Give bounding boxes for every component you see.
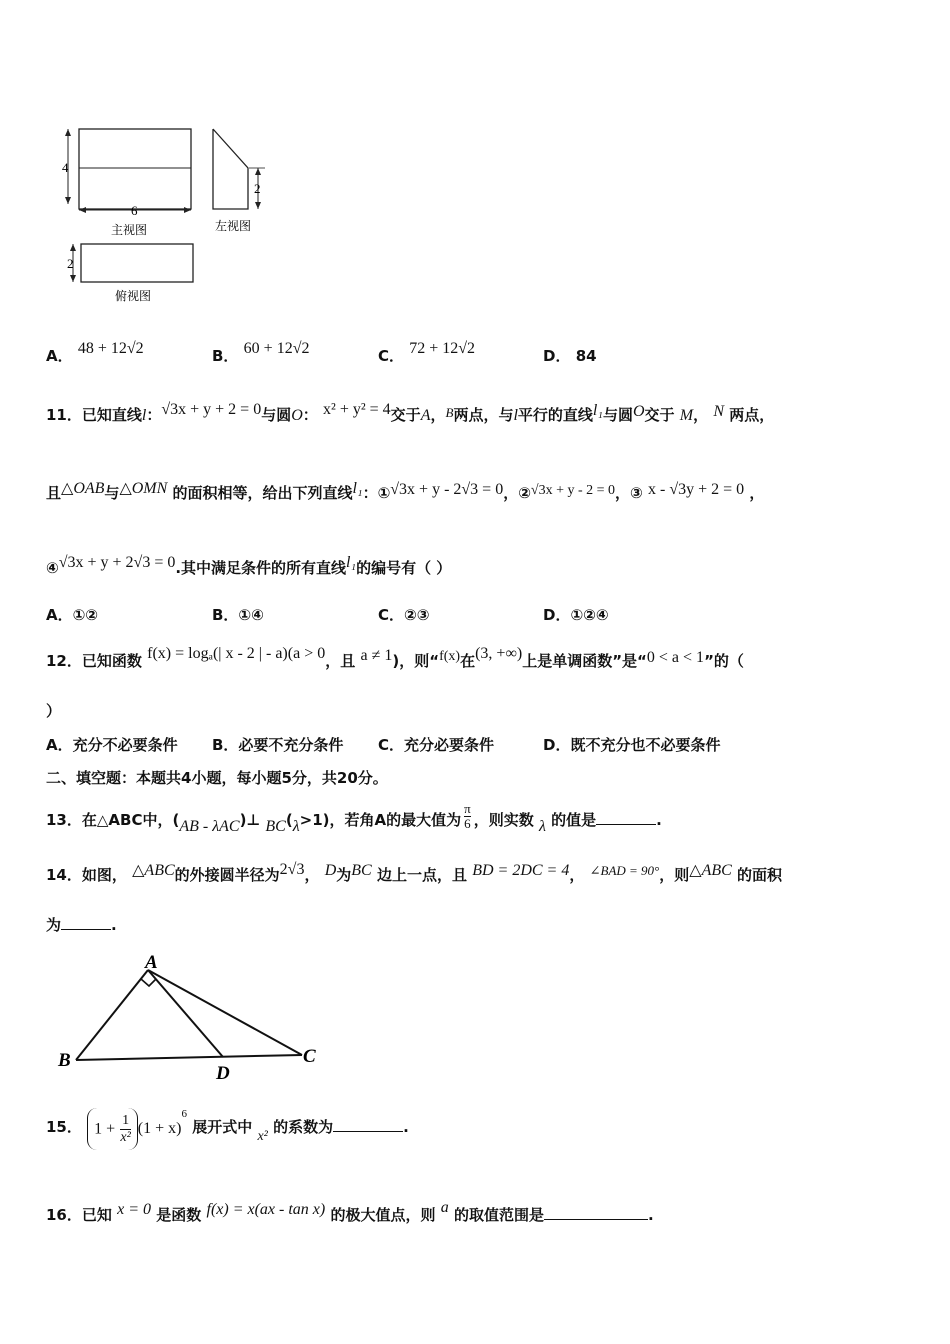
q11-text: 与 bbox=[104, 484, 120, 502]
q14-triangle: △ABC bbox=[132, 862, 175, 879]
label-b: B bbox=[58, 1050, 71, 1071]
label-c: C bbox=[303, 1046, 316, 1067]
q11-choice-3-equation: x - √3y + 2 = 0 bbox=[647, 481, 745, 498]
q12-interval: (3, +∞) bbox=[475, 645, 523, 662]
q11-math-n: N bbox=[713, 403, 725, 420]
q16-math-a: a bbox=[440, 1199, 449, 1216]
q11-line-2 bbox=[46, 482, 764, 503]
q14-text: 边上一点，且 bbox=[376, 866, 467, 884]
q12-text: ”的（ bbox=[704, 652, 744, 670]
q14-text: ， bbox=[569, 866, 585, 884]
q12-option-a: A．充分不必要条件 bbox=[46, 736, 178, 754]
front-view-label: 主视图 bbox=[111, 223, 148, 237]
q12-text: 在 bbox=[460, 652, 476, 670]
q15-text: 的系数为 bbox=[273, 1118, 334, 1136]
q12-option-d: D．既不充分也不必要条件 bbox=[543, 736, 721, 754]
q11-triangle-omn: △OMN bbox=[119, 480, 168, 497]
q12-range: 0 < a < 1 bbox=[646, 649, 705, 666]
q12-option-c: C．充分必要条件 bbox=[378, 736, 495, 754]
q12-line-1 bbox=[46, 645, 744, 671]
q13-vector-expr: AB - λAC bbox=[179, 818, 240, 835]
q11-math-l1: l₁ bbox=[352, 480, 363, 497]
q10-option-a bbox=[46, 340, 144, 366]
q14-line-1 bbox=[46, 861, 783, 885]
q11-math-l: l bbox=[513, 407, 518, 424]
q11-math-l: l bbox=[141, 407, 147, 424]
q15-fraction bbox=[120, 1113, 130, 1146]
q15-bracket-term bbox=[87, 1108, 138, 1150]
q11-text: 的面积相等，给出下列直线 bbox=[172, 484, 353, 502]
q10-option-b bbox=[212, 340, 310, 366]
q11-choice-2-equation: √3x + y - 2 = 0 bbox=[530, 483, 616, 498]
q12-text: )，则“ bbox=[392, 652, 440, 670]
q11-math-l1: l₁ bbox=[592, 402, 603, 419]
q15-expression bbox=[87, 1108, 187, 1150]
q15-answer-blank[interactable] bbox=[333, 1117, 403, 1132]
q11-text: ， bbox=[749, 484, 765, 502]
triangle-figure bbox=[50, 950, 330, 1085]
q15-text: . bbox=[403, 1118, 409, 1136]
q13-six: 6 bbox=[464, 816, 471, 831]
left-view-label: 左视图 bbox=[215, 219, 252, 233]
q13-pi: π bbox=[464, 801, 471, 816]
q14-text: 14．如图， bbox=[46, 866, 127, 884]
q15-denominator: x² bbox=[120, 1130, 131, 1145]
q11-text: ，② bbox=[503, 484, 531, 502]
q11-circle-equation: x² + y² = 4 bbox=[323, 401, 391, 418]
q11-math-o: O bbox=[632, 403, 645, 420]
q15-x-squared: x² bbox=[257, 1129, 268, 1144]
q14-line-2 bbox=[46, 914, 117, 935]
q13-lambda: λ bbox=[292, 818, 300, 835]
q11-choice-4-equation: √3x + y + 2√3 = 0 bbox=[58, 554, 176, 571]
top-view bbox=[70, 244, 193, 282]
q13-fraction bbox=[464, 802, 471, 831]
q12-fx: f(x) bbox=[439, 649, 461, 664]
q15-one-plus: 1 + bbox=[94, 1120, 116, 1138]
q11-triangle-oab: △OAB bbox=[61, 480, 105, 497]
segment-bc bbox=[76, 1055, 302, 1060]
q16-text: 的取值范围是 bbox=[453, 1206, 544, 1224]
q16-text: 的极大值点，则 bbox=[330, 1206, 436, 1224]
dim-2-left-label: 2 bbox=[254, 181, 261, 196]
q10-d-letter: D． bbox=[543, 347, 571, 365]
q11-line-equation: √3x + y + 2 = 0 bbox=[161, 401, 262, 418]
q13-text: )⊥ bbox=[239, 811, 261, 829]
q10-option-c bbox=[378, 340, 476, 366]
q11-option-d: D．①②④ bbox=[543, 606, 609, 624]
q10-c-letter: C． bbox=[378, 347, 405, 365]
q13-text: 的值是 bbox=[551, 811, 597, 829]
q14-text: ，则 bbox=[659, 866, 690, 884]
q13-vector-bc: BC bbox=[265, 818, 286, 835]
q12-function: f(x) = logₐ(| x - 2 | - a)(a > 0 bbox=[147, 645, 326, 662]
q11-text: 与圆 bbox=[602, 406, 633, 424]
q11-text: ： bbox=[302, 406, 318, 424]
q12-close-paren: ） bbox=[46, 702, 62, 720]
dim-4-label: 4 bbox=[62, 160, 69, 175]
q11-text: ， bbox=[430, 406, 446, 424]
q11-line-1 bbox=[46, 401, 775, 425]
q16-text: 16．已知 bbox=[46, 1206, 112, 1224]
q12-option-b: B．必要不充分条件 bbox=[212, 736, 344, 754]
q14-segment-bc: BC bbox=[351, 862, 372, 879]
q13-text: ，则实数 bbox=[473, 811, 534, 829]
q14-triangle: △ABC bbox=[689, 862, 732, 879]
top-view-label: 俯视图 bbox=[115, 289, 152, 303]
q10-d-expr: 84 bbox=[575, 347, 597, 365]
segment-ac bbox=[148, 970, 302, 1055]
q11-math-m: M bbox=[679, 407, 694, 424]
q11-text: 平行的直线 bbox=[517, 406, 593, 424]
dim-2-top-label: 2 bbox=[67, 256, 74, 271]
q14-text: 的面积 bbox=[737, 866, 783, 884]
q16-function: f(x) = x(ax - tan x) bbox=[206, 1201, 326, 1218]
q14-point-d: D bbox=[324, 862, 337, 879]
q11-text: ： bbox=[146, 406, 162, 424]
q15-tail bbox=[273, 1116, 409, 1137]
q14-answer-blank[interactable] bbox=[61, 915, 111, 930]
q11-line-3 bbox=[46, 554, 452, 578]
label-a: A bbox=[145, 952, 158, 973]
three-view-figure bbox=[55, 120, 285, 310]
q12-text: 上是单调函数”是“ bbox=[522, 652, 647, 670]
q10-option-d bbox=[543, 345, 597, 366]
q11-text: 两点，与 bbox=[453, 406, 514, 424]
q11-option-b: B．①④ bbox=[212, 606, 264, 624]
right-angle-mark bbox=[141, 979, 156, 986]
q14-text: 的外接圆半径为 bbox=[174, 866, 280, 884]
left-view bbox=[213, 129, 265, 209]
label-d: D bbox=[216, 1063, 230, 1084]
q15-text: 15． bbox=[46, 1118, 82, 1136]
section-heading: 二、填空题：本题共4小题，每小题5分，共20分。 bbox=[46, 769, 388, 787]
q11-text: ，③ bbox=[615, 484, 643, 502]
q14-text: ， bbox=[304, 866, 320, 884]
q15-factor: (1 + x) bbox=[137, 1120, 182, 1137]
q13-text: . bbox=[656, 811, 662, 829]
q14-radius: 2√3 bbox=[279, 861, 305, 878]
q14-text: . bbox=[111, 916, 117, 934]
q13-text: ( bbox=[285, 811, 293, 829]
q15-text: 展开式中 bbox=[192, 1118, 253, 1136]
q10-a-letter: A． bbox=[46, 347, 73, 365]
q16-x-equals-0: x = 0 bbox=[117, 1201, 152, 1218]
q13-text: 13．在△ABC中，( bbox=[46, 811, 180, 829]
q11-choice-1-equation: √3x + y - 2√3 = 0 bbox=[390, 481, 504, 498]
q16-line bbox=[46, 1199, 654, 1225]
q10-c-expr: 72 + 12√2 bbox=[409, 340, 476, 357]
q11-text: 且 bbox=[46, 484, 62, 502]
q10-a-expr: 48 + 12√2 bbox=[77, 340, 144, 357]
q11-text: 的编号有（ ） bbox=[356, 559, 452, 577]
q13-line bbox=[46, 801, 662, 835]
q11-text: 与圆 bbox=[261, 406, 292, 424]
front-view bbox=[65, 129, 191, 213]
q13-text: >1)，若角A的最大值为 bbox=[299, 811, 462, 829]
q12-condition: a ≠ 1 bbox=[360, 647, 393, 664]
q11-math-b: B bbox=[445, 405, 454, 420]
q15-line bbox=[46, 1108, 409, 1158]
q11-text: 交于 bbox=[390, 406, 421, 424]
q16-answer-blank[interactable] bbox=[544, 1205, 648, 1220]
q13-answer-blank[interactable] bbox=[596, 810, 656, 825]
q11-math-a: A bbox=[420, 407, 431, 424]
q16-text: 是函数 bbox=[156, 1206, 202, 1224]
q11-text: ④ bbox=[46, 559, 59, 577]
q11-option-c: C．②③ bbox=[378, 606, 430, 624]
q14-length-eq: BD = 2DC = 4 bbox=[472, 862, 570, 879]
q12-text: ，且 bbox=[325, 652, 356, 670]
q16-text: . bbox=[647, 1206, 654, 1224]
q11-text: .其中满足条件的所有直线 bbox=[175, 559, 347, 577]
q11-text: 11．已知直线 bbox=[46, 406, 142, 424]
q14-text: 为 bbox=[46, 916, 62, 934]
segment-ad bbox=[148, 970, 223, 1057]
q15-numerator: 1 bbox=[122, 1113, 130, 1128]
q10-b-expr: 60 + 12√2 bbox=[243, 340, 310, 357]
q13-lambda: λ bbox=[538, 818, 546, 835]
q10-b-letter: B． bbox=[212, 347, 239, 365]
q11-text: ：① bbox=[362, 484, 391, 502]
q12-text: 12．已知函数 bbox=[46, 652, 142, 670]
q11-text: 两点， bbox=[729, 406, 775, 424]
q14-angle: ∠BAD = 90° bbox=[589, 863, 660, 878]
q11-option-a: A．①② bbox=[46, 606, 99, 624]
q15-exponent: 6 bbox=[181, 1108, 187, 1120]
q11-text: ， bbox=[693, 406, 709, 424]
dim-6-label: 6 bbox=[131, 203, 138, 218]
q11-math-l1: l₁ bbox=[346, 554, 357, 571]
q14-text: 为 bbox=[336, 866, 352, 884]
q11-text: 交于 bbox=[644, 406, 675, 424]
segment-ab bbox=[76, 970, 148, 1060]
q11-math-o: O bbox=[291, 407, 303, 424]
